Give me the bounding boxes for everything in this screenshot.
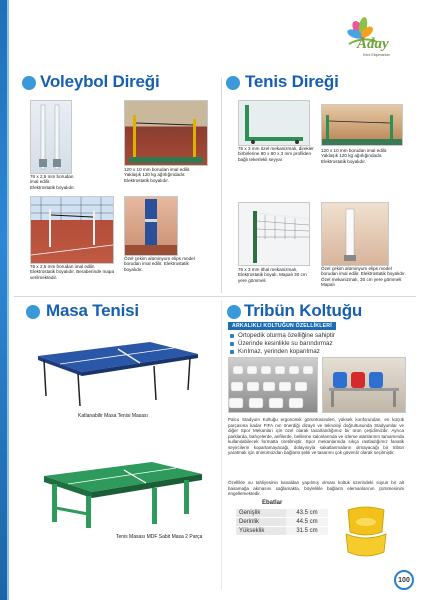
page-edge-band bbox=[0, 0, 7, 600]
vertical-divider-lower bbox=[221, 300, 222, 590]
indoor-court-icon bbox=[125, 101, 207, 165]
tribun-feature-item: Üzerinde kesinlikle su barındırmaz bbox=[228, 340, 398, 348]
voleybol-caption-2: 120 x 10 mm borudan imal edilir. Yaklaşık 120 kg ağırlığındadır. Elektrostatik boyalıdır. bbox=[124, 167, 191, 183]
dimension-value: 44.5 cm bbox=[286, 518, 328, 527]
voleybol-photo-2 bbox=[124, 100, 208, 166]
logo-name: Aday bbox=[357, 36, 389, 52]
dimensions-title: Ebatlar bbox=[262, 500, 283, 506]
pole-pair-icon bbox=[31, 101, 71, 173]
indoor-tennis-post-icon bbox=[322, 105, 402, 145]
dimension-label: Genişlik bbox=[236, 509, 286, 518]
masa-photo-2 bbox=[34, 448, 210, 530]
page-edge-stripe bbox=[7, 0, 9, 600]
page-number: 100 bbox=[394, 570, 414, 590]
masa-caption-2: Tenis Masası MDF Sabit Masa 2 Parça bbox=[116, 534, 203, 540]
dimension-row bbox=[236, 518, 328, 527]
tenis-caption-2: 120 x 10 mm borudan imal edilir. Yaklaşık 120 kg ağırlığındadır. Elektrostatik boyalıdır. bbox=[321, 148, 388, 164]
section-tab-tenis bbox=[226, 76, 240, 90]
team-bench-icon bbox=[323, 358, 405, 412]
tenis-photo-3 bbox=[238, 202, 310, 266]
masa-caption-1: Katlanabilir Masa Tenisi Masası bbox=[78, 413, 148, 419]
logo-tagline: Kent Ekipmanları bbox=[363, 53, 391, 57]
tribun-photo-bench bbox=[322, 357, 406, 413]
voleybol-caption-1: 76 x 2,5 mm borudan imal edilir. Elektrostatik boyalıdır. bbox=[30, 174, 75, 190]
mobile-post-icon bbox=[239, 101, 309, 145]
dimension-label: Derinlik bbox=[236, 518, 286, 527]
tennis-net-icon bbox=[239, 203, 309, 265]
tribun-photo-stadium bbox=[228, 357, 318, 413]
section-title-tenis: Tenis Direği bbox=[245, 72, 339, 91]
tribun-features-header: ARKALIKLI KOLTUĞUN ÖZELLİKLERİ bbox=[228, 322, 336, 330]
tribun-feature-item: Ortopedik oturma özelliğine sahiptir bbox=[228, 332, 398, 340]
dimensions-table bbox=[236, 509, 328, 536]
dimension-label: Yükseklik bbox=[236, 527, 286, 536]
section-tab-masa bbox=[26, 305, 40, 319]
horizontal-divider bbox=[14, 296, 416, 297]
dimension-value: 31.5 cm bbox=[286, 527, 328, 536]
tribun-description-1: Palco Stadyum Koltuğu ergonomik görüntüsünden, yüksek konforundan, en küçük parçasına kadar FIFA nın önerdiği dizayn ve teknoloji doğrultusunda Stadyumlar ve diğer Spor Mekanları için özel olarak tasarlandığımız bir ürün çeşidimizdir. Ayrıca parklarda, bahçelerde, anfilerde, belileme salonlarında ve izleme alanlarının tamamında kullanılabilecek formatta üretilmiştir. Spor mekanlarında sıkça rastladığımız fanatik seyircilerin kopartamayacağı, dolayısıyla sakatlanmaların olmayacağı bir tribün yaratmak için öninümüzdan bağlantı şekli ve tasarımı çok güvenlir olarak seçilmiştir. bbox=[228, 417, 404, 455]
masa-photo-1 bbox=[30, 326, 206, 410]
section-tab-tribun bbox=[227, 305, 241, 319]
section-title-tribun: Tribün Koltuğu bbox=[244, 301, 363, 320]
yellow-seat-image bbox=[338, 504, 394, 564]
vertical-divider bbox=[221, 78, 222, 293]
voleybol-photo-1 bbox=[30, 100, 72, 174]
section-title-masa: Masa Tenisi bbox=[46, 301, 139, 320]
padded-pole-icon bbox=[125, 197, 177, 255]
dimension-row bbox=[236, 527, 328, 536]
brand-logo bbox=[343, 14, 413, 64]
dimension-row bbox=[236, 509, 328, 518]
tenis-photo-2 bbox=[321, 104, 403, 146]
yellow-seat-icon bbox=[338, 504, 394, 564]
section-tab-voleybol bbox=[22, 76, 36, 90]
voleybol-caption-4: Özel çekim alüminyum elips model borudan imal edilir. Elektrostatik boyalıdır. bbox=[124, 256, 195, 272]
tribun-description-2: Özellikle su tahliyesinin kanaldan yapılmış olması koltuk üzerindeki suyun bir alt basamağa akmasını sağlamakta, böylelikle bağlantı elemanlarının çürümesinini engellemektedir. bbox=[228, 480, 404, 496]
tenis-photo-1 bbox=[238, 100, 310, 146]
tribun-features bbox=[228, 322, 398, 356]
voleybol-caption-3: 76 x 2,5 mm borudan imal edilir. Elektrostatik boyalıdır. Beraberinde mapa verilmektedir. bbox=[30, 264, 115, 280]
tenis-caption-4: Özel çekim alüminyum elips model borudan imal edilir. Elektrostatik boyalıdır. Özel mekanizmalı, 30 cm yere gömmeli Mapalı bbox=[321, 266, 406, 288]
tenis-caption-1: 76 x 3 mm özel mekanizmalı, direkler birbirlerine 80 x 80 x 3 mm profilden bağlı tekerlekli seyyar bbox=[238, 146, 314, 162]
outdoor-court-icon bbox=[31, 197, 113, 263]
voleybol-photo-3 bbox=[30, 196, 114, 264]
voleybol-photo-4 bbox=[124, 196, 178, 256]
stadium-seats-icon bbox=[229, 358, 317, 412]
fixed-table-icon bbox=[34, 448, 210, 530]
aluminum-post-icon bbox=[322, 203, 388, 265]
section-title-voleybol: Voleybol Direği bbox=[40, 72, 160, 91]
tenis-caption-3: 76 x 3 mm ithal mekanizmalı, Elektrostatik boyalı, Mapalı 30 cm yere gömmeli bbox=[238, 267, 307, 283]
tenis-photo-4 bbox=[321, 202, 389, 266]
dimension-value: 43.5 cm bbox=[286, 509, 328, 518]
folding-table-icon bbox=[30, 326, 206, 410]
tribun-feature-item: Kırılmaz, yerinden koparılmaz bbox=[228, 348, 398, 356]
